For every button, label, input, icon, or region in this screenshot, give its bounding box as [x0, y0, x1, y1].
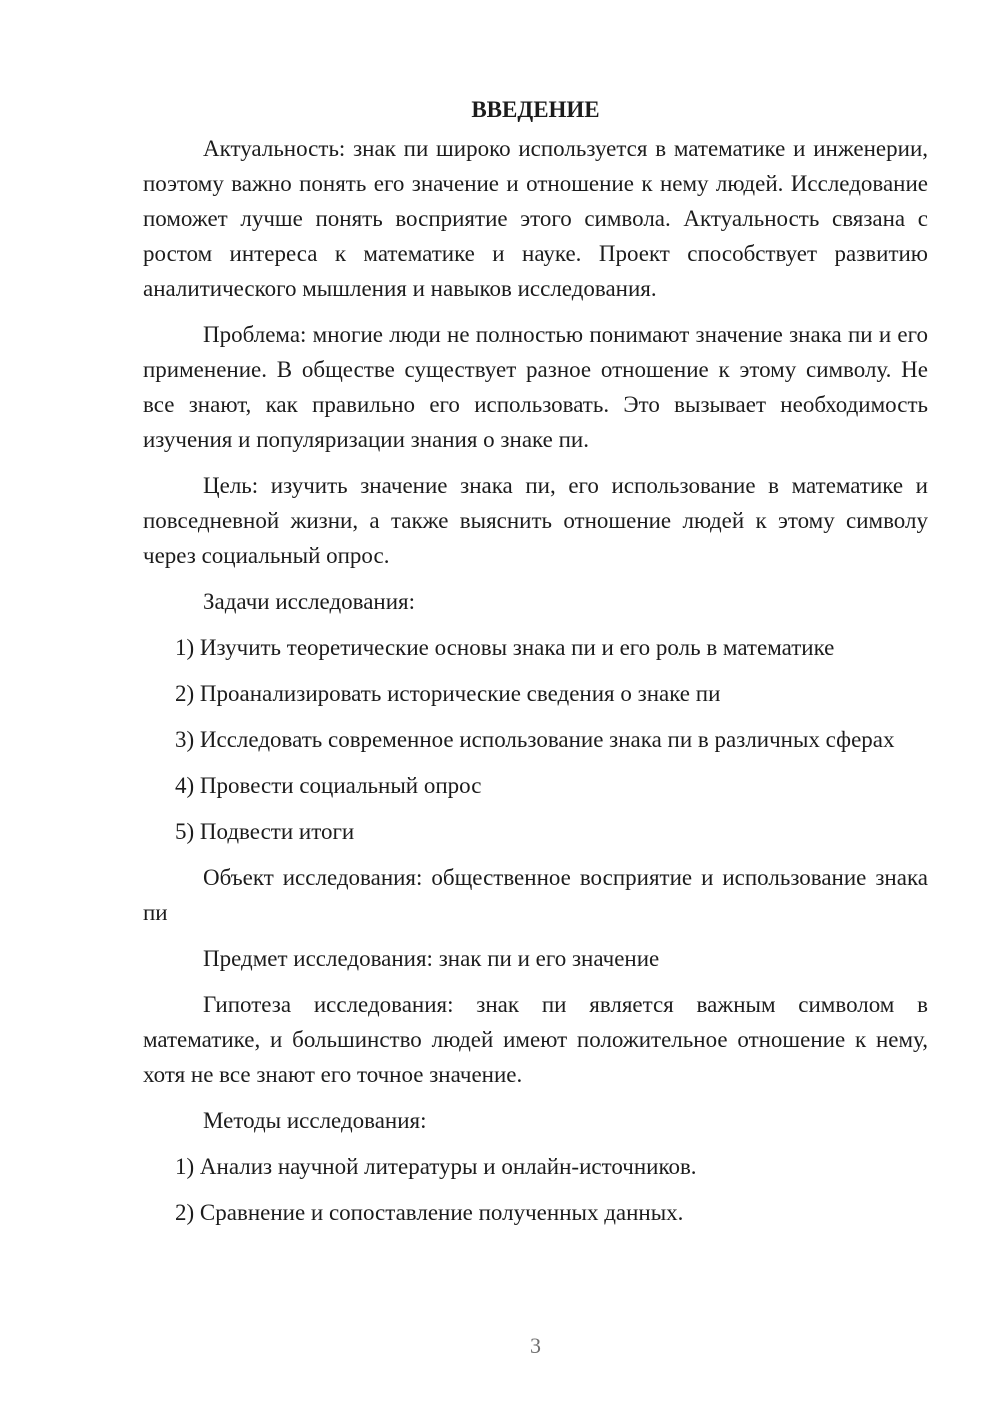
task-item: 1) Изучить теоретические основы знака пи и его роль в математике — [175, 635, 835, 660]
task-item: 5) Подвести итоги — [175, 819, 355, 844]
page-content — [143, 92, 928, 1241]
methods-heading: Методы исследования: — [203, 1108, 427, 1133]
relevance-paragraph: Актуальность: знак пи широко используется в математике и инженерии, поэтому важно понять его значение и отношение к нему людей. Исследование поможет лучше понять восприятие этого символа. Актуальность связана с ростом интереса к математике и науке. Проект способствует развитию аналитического мышления и навыков исследования. — [143, 136, 928, 301]
tasks-heading: Задачи исследования: — [203, 589, 416, 614]
task-item: 2) Проанализировать исторические сведения о знаке пи — [175, 681, 721, 706]
hypothesis-paragraph: Гипотеза исследования: знак пи является важным символом в математике, и большинство людей имеют положительное отношение к нему, хотя не все знают его точное значение. — [143, 992, 928, 1087]
task-item: 4) Провести социальный опрос — [175, 773, 482, 798]
subject-paragraph: Предмет исследования: знак пи и его значение — [203, 946, 660, 971]
task-item: 3) Исследовать современное использование знака пи в различных сферах — [175, 727, 895, 752]
goal-paragraph: Цель: изучить значение знака пи, его использование в математике и повседневной жизни, а также выяснить отношение людей к этому символу через социальный опрос. — [143, 473, 928, 568]
page-number: 3 — [530, 1333, 541, 1358]
method-item: 1) Анализ научной литературы и онлайн-источников. — [175, 1154, 697, 1179]
problem-paragraph: Проблема: многие люди не полностью понимают значение знака пи и его применение. В обществе существует разное отношение к этому символу. Не все знают, как правильно его использовать. Это вызывает необходимость изучения и популяризации знания о знаке пи. — [143, 322, 928, 452]
method-item: 2) Сравнение и сопоставление полученных данных. — [175, 1200, 684, 1225]
object-paragraph: Объект исследования: общественное восприятие и использование знака пи — [143, 865, 928, 925]
section-title: ВВЕДЕНИЕ — [471, 97, 600, 122]
